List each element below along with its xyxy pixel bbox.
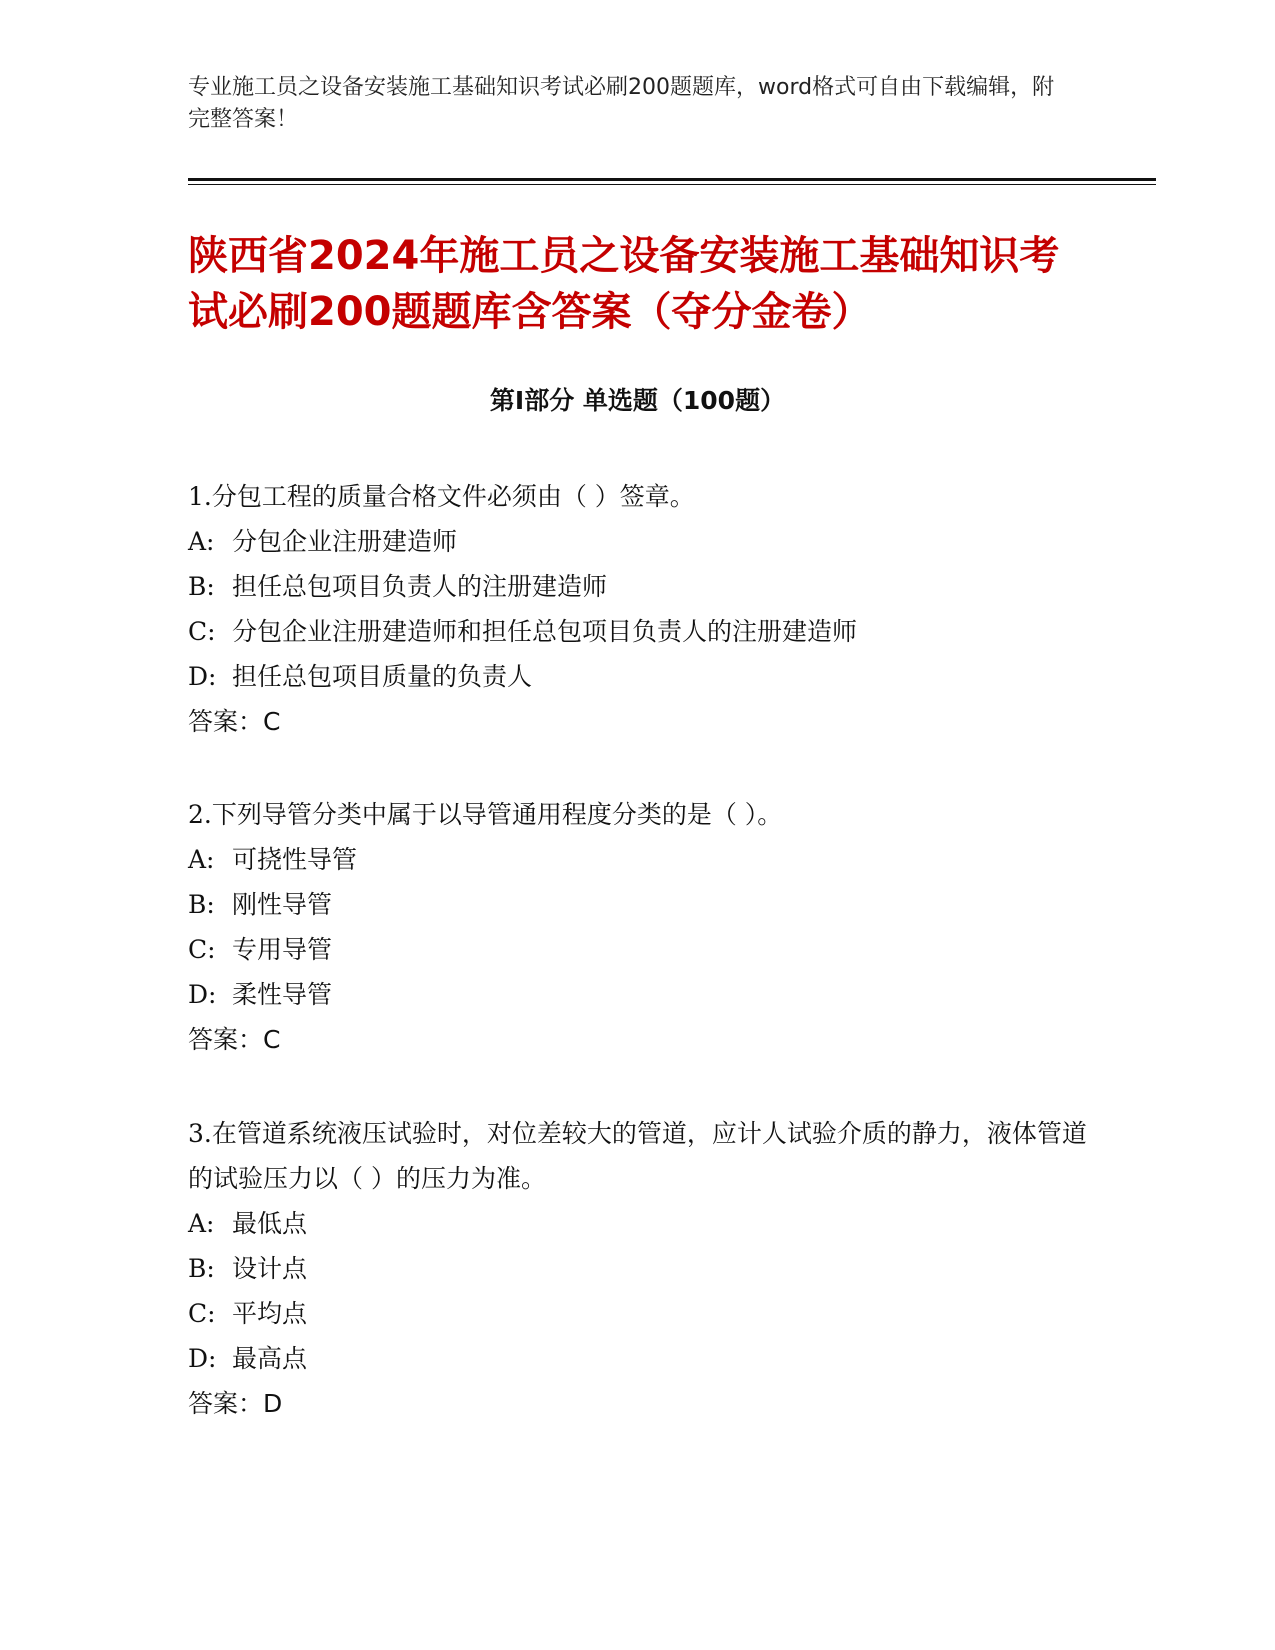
option-b: [188, 882, 1088, 927]
document-title: 陕西省2024年施工员之设备安装施工基础知识考试必刷200题题库含答案（夺分金卷）: [188, 233, 1060, 335]
option-letter: B:: [188, 1254, 215, 1283]
option-letter: D:: [188, 1344, 217, 1373]
option-a: [188, 1201, 1088, 1246]
option-letter: A:: [188, 527, 215, 556]
question-2: [188, 792, 1088, 1062]
option-letter: A:: [188, 1209, 215, 1238]
header-divider-thin: [188, 184, 1156, 185]
option-letter: D:: [188, 980, 217, 1009]
option-letter: C:: [188, 617, 216, 646]
option-letter: D:: [188, 662, 217, 691]
option-d: [188, 972, 1088, 1017]
option-c: [188, 609, 1088, 654]
header-divider-thick: [188, 178, 1156, 181]
option-letter: B:: [188, 890, 215, 919]
option-text: 最低点: [232, 1209, 308, 1238]
option-text: 可挠性导管: [232, 845, 358, 874]
answer: 答案：D: [188, 1389, 283, 1418]
question-stem: 3.在管道系统液压试验时，对位差较大的管道，应计人试验介质的静力，液体管道的试验压力以（ ）的压力为准。: [188, 1119, 1087, 1193]
option-c: [188, 1291, 1088, 1336]
option-text: 专用导管: [232, 935, 333, 964]
section-title: 第Ⅰ部分 单选题（100题）: [489, 386, 786, 415]
option-a: [188, 837, 1088, 882]
option-text: 担任总包项目质量的负责人: [232, 662, 533, 691]
option-text: 柔性导管: [232, 980, 333, 1009]
answer: 答案：C: [188, 707, 281, 736]
option-b: [188, 1246, 1088, 1291]
option-b: [188, 564, 1088, 609]
option-letter: C:: [188, 935, 216, 964]
option-c: [188, 927, 1088, 972]
question-1: [188, 474, 1088, 744]
option-text: 平均点: [232, 1299, 308, 1328]
option-text: 分包企业注册建造师和担任总包项目负责人的注册建造师: [232, 617, 858, 646]
option-text: 担任总包项目负责人的注册建造师: [232, 572, 608, 601]
answer: 答案：C: [188, 1025, 281, 1054]
question-stem: 2.下列导管分类中属于以导管通用程度分类的是（ ）。: [188, 800, 783, 829]
option-text: 最高点: [232, 1344, 308, 1373]
option-d: [188, 654, 1088, 699]
question-3: [188, 1111, 1088, 1426]
option-text: 分包企业注册建造师: [232, 527, 458, 556]
option-letter: C:: [188, 1299, 216, 1328]
option-a: [188, 519, 1088, 564]
header-note: 专业施工员之设备安装施工基础知识考试必刷200题题库，word格式可自由下载编辑，附完整答案！: [188, 75, 1055, 132]
option-text: 刚性导管: [232, 890, 333, 919]
option-letter: A:: [188, 845, 215, 874]
option-text: 设计点: [232, 1254, 308, 1283]
option-letter: B:: [188, 572, 215, 601]
option-d: [188, 1336, 1088, 1381]
question-stem: 1.分包工程的质量合格文件必须由（ ）签章。: [188, 482, 695, 511]
